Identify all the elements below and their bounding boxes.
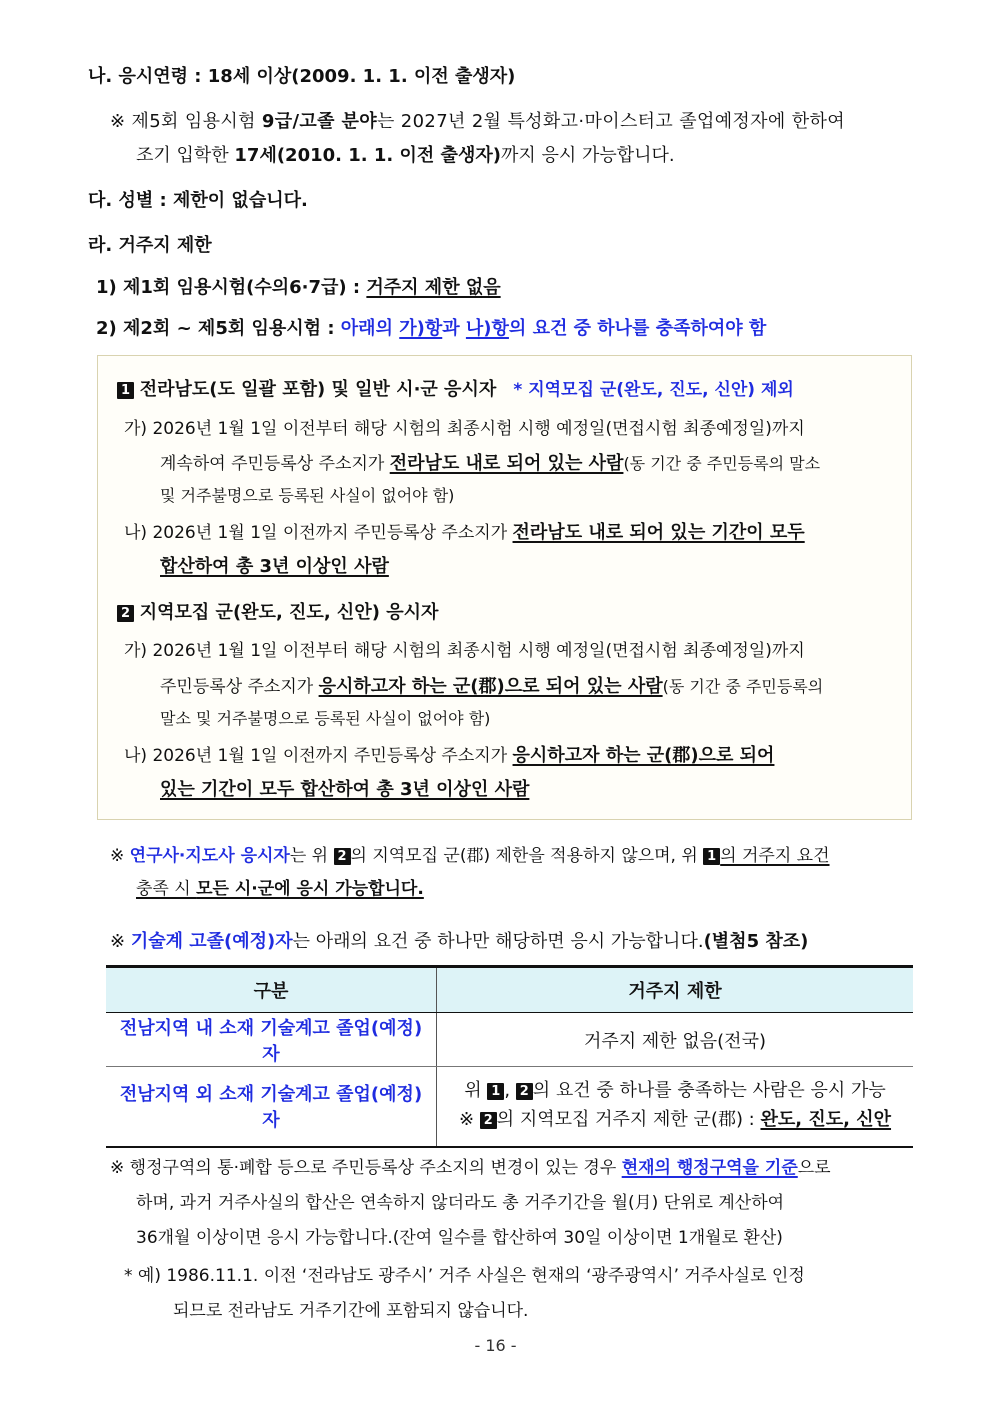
box-s1-na-line2: 합산하여 총 3년 이상인 사람 [160, 556, 389, 577]
number-1-badge: 1 [117, 382, 134, 399]
box-s2-na-line2: 있는 기간이 모두 합산하여 총 3년 이상인 사람 [160, 779, 530, 800]
row2-value-line2: ※ 2 의 지역모집 거주지 제한 군(郡) : 완도, 진도, 신안 [458, 1109, 892, 1131]
box-s1-ga-line3: 및 거주불명으로 등록된 사실이 없어야 함) [160, 486, 455, 505]
number-1-badge: 1 [487, 1083, 504, 1100]
research-note-line2: 충족 시 모든 시·군에 응시 가능합니다. [136, 879, 424, 899]
box-s2-ga-line3: 말소 및 거주불명으로 등록된 사실이 없어야 함) [160, 709, 491, 728]
table-row [106, 1013, 913, 1067]
residence-item-2: 2) 제2회 ~ 제5회 임용시험 : 아래의 가)항과 나)항의 요건 중 하나를 충족하여야 함 [96, 318, 767, 339]
row2-value-line1: 위 1 , 2 의 요건 중 하나를 충족하는 사람은 응시 가능 [464, 1080, 886, 1102]
number-2-badge: 2 [117, 605, 134, 622]
header-category: 구분 [106, 967, 437, 1013]
admin-example-line1: * 예) 1986.11.1. 이전 ‘전라남도 광주시’ 거주 사실은 현재의 ‘광주광역시’ 거주사실로 인정 [124, 1266, 805, 1286]
admin-example-line2: 되므로 전라남도 거주기간에 포함되지 않습니다. [173, 1301, 529, 1321]
box-section-2-title: 2 지역모집 군(완도, 진도, 신안) 응시자 [117, 602, 438, 624]
box-s2-ga-line1: 가) 2026년 1월 1일 이전부터 해당 시험의 최종시험 시행 예정일(면접시험 최종예정일)까지 [124, 641, 805, 661]
admin-note-line2: 하며, 과거 거주사실의 합산은 연속하지 않더라도 총 거주기간을 월(月) 단위로 계산하여 [136, 1193, 785, 1213]
admin-note-line1: ※ 행정구역의 통·폐합 등으로 주민등록상 주소지의 변경이 있는 경우 현재의 행정구역을 기준으로 [110, 1158, 831, 1178]
row1-label: 전남지역 내 소재 기술계고 졸업(예정)자 [106, 1013, 437, 1067]
gender-heading: 다. 성별 : 제한이 없습니다. [88, 190, 308, 211]
table-row [106, 1067, 913, 1147]
admin-note-line3: 36개월 이상이면 응시 가능합니다.(잔여 일수를 합산하여 30일 이상이면 1개월로 환산) [136, 1228, 783, 1248]
row1-value: 거주지 제한 없음(전국) [437, 1013, 914, 1067]
age-heading: 나. 응시연령 : 18세 이상(2009. 1. 1. 이전 출생자) [88, 66, 516, 87]
box-s1-ga-line1: 가) 2026년 1월 1일 이전부터 해당 시험의 최종시험 시행 예정일(면접시험 최종예정일)까지 [124, 419, 805, 439]
row2-label: 전남지역 외 소재 기술계고 졸업(예정)자 [106, 1067, 437, 1147]
residence-heading: 라. 거주지 제한 [88, 235, 212, 256]
number-1-badge: 1 [703, 848, 720, 865]
age-note-line2: 조기 입학한 17세(2010. 1. 1. 이전 출생자)까지 응시 가능합니다. [136, 145, 675, 166]
age-note-line1: ※ 제5회 임용시험 9급/고졸 분야는 2027년 2월 특성화고·마이스터고 졸업예정자에 한하여 [110, 111, 845, 132]
number-2-badge: 2 [334, 848, 351, 865]
residence-table [106, 965, 913, 1148]
row2-value [437, 1067, 914, 1147]
number-2-badge: 2 [480, 1112, 497, 1129]
box-s1-na-line1: 나) 2026년 1월 1일 이전까지 주민등록상 주소지가 전라남도 내로 되어 있는 기간이 모두 [124, 522, 805, 543]
header-residence: 거주지 제한 [437, 967, 914, 1013]
box-s2-na-line1: 나) 2026년 1월 1일 이전까지 주민등록상 주소지가 응시하고자 하는 군(郡)으로 되어 [124, 745, 775, 766]
residence-item-1: 1) 제1회 임용시험(수의6·7급) : 거주지 제한 없음 [96, 277, 501, 298]
box-section-1-title: 1 전라남도(도 일괄 포함) 및 일반 시·군 응시자 * 지역모집 군(완도, 진도, 신안) 제외 [117, 379, 794, 401]
box-s2-ga-line2: 주민등록상 주소지가 응시하고자 하는 군(郡)으로 되어 있는 사람(동 기간 중 주민등록의 [160, 676, 824, 697]
page-number: - 16 - [474, 1336, 517, 1355]
table-header-row [106, 967, 913, 1013]
number-2-badge: 2 [516, 1083, 533, 1100]
technical-note: ※ 기술계 고졸(예정)자는 아래의 요건 중 하나만 해당하면 응시 가능합니다.(별첨5 참조) [110, 931, 809, 952]
research-note-line1: ※ 연구사·지도사 응시자는 위 2 의 지역모집 군(郡) 제한을 적용하지 않으며, 위 1 의 거주지 요건 [110, 846, 830, 866]
box-s1-ga-line2: 계속하여 주민등록상 주소지가 전라남도 내로 되어 있는 사람(동 기간 중 주민등록의 말소 [160, 453, 821, 474]
